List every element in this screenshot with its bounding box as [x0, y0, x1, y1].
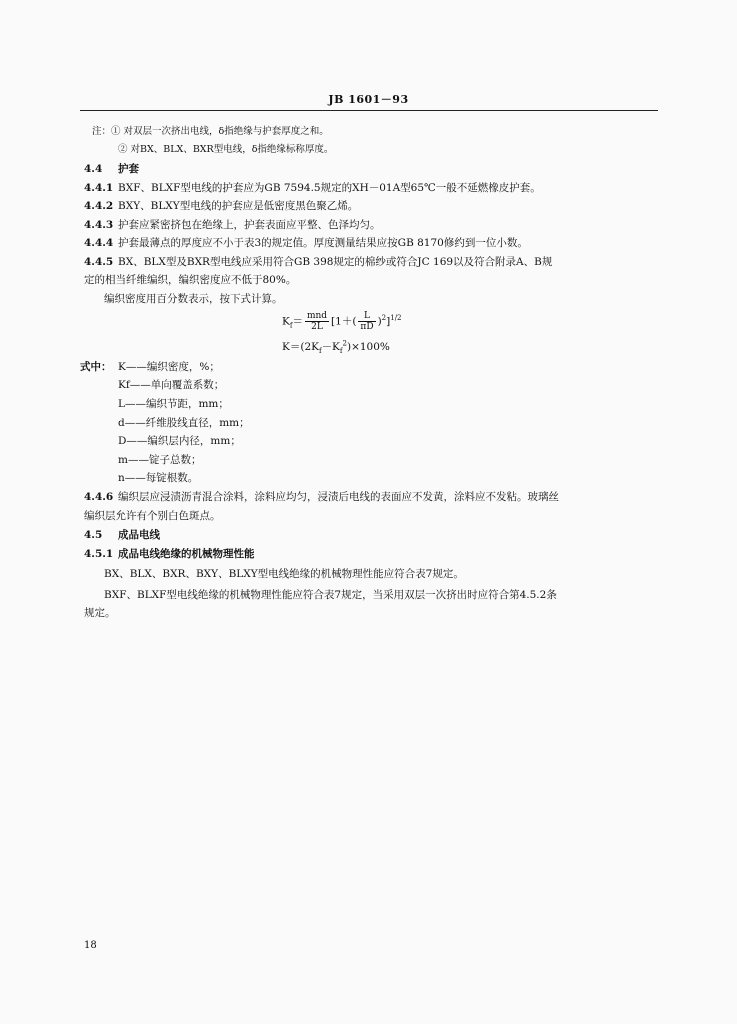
- paragraph-2-line2: 规定。: [84, 607, 116, 619]
- formula-subscript: f: [339, 347, 343, 356]
- clause-text: BXY、BLXY型电线的护套应是低密度黑色聚乙烯。: [118, 200, 359, 212]
- section-number: 4.5: [84, 529, 103, 541]
- note-label: 注：: [92, 126, 112, 137]
- fraction-denominator: 2L: [311, 322, 323, 332]
- clause-4-4-2: [84, 199, 358, 214]
- page-number: 18: [84, 940, 97, 951]
- inner-numerator: L: [358, 311, 375, 322]
- inner-denominator: πD: [360, 322, 374, 332]
- clause-text: 护套最薄点的厚度应不小于表3的规定值。厚度测量结果应按GB 8170修约到一位小数。: [118, 237, 528, 249]
- header-rule: [80, 110, 658, 111]
- formula-bracket: [1＋(: [331, 315, 357, 328]
- clause-4-4-5-line2: 定的相当纤维编织，编织密度应不低于80%。: [84, 274, 297, 286]
- formula-symbol: K: [282, 315, 290, 328]
- clause-number: 4.4.3: [84, 219, 114, 231]
- clause-text: 编织层应浸渍沥青混合涂料，涂料应均匀，浸渍后电线的表面应不发黄，涂料应不发粘。玻璃丝: [118, 491, 559, 503]
- paragraph-2: BXF、BLXF型电线绝缘的机械物理性能应符合表7规定，当采用双层一次挤出时应符合第4.5.2条: [104, 589, 557, 601]
- paragraph-1: BX、BLX、BXR、BXY、BLXY型电线绝缘的机械物理性能应符合表7规定。: [104, 568, 464, 580]
- clause-text: 护套应紧密挤包在绝缘上，护套表面应平整、色泽均匀。: [118, 219, 381, 231]
- where-item: d——纤维股线直径，mm；: [118, 417, 250, 429]
- section-number: 4.4: [84, 163, 103, 175]
- section-title: 护套: [118, 163, 139, 175]
- where-item: D——编织层内径，mm；: [118, 435, 241, 447]
- clause-number: 4.4.6: [84, 491, 114, 503]
- formula-part: K＝(2K: [282, 341, 319, 353]
- clause-4-4-6: [84, 490, 559, 505]
- formula-part: －K: [321, 341, 340, 353]
- section-title: 成品电线: [118, 529, 160, 541]
- clause-text: BXF、BLXF型电线的护套应为GB 7594.5规定的XH－01A型65℃一般不延燃橡皮护套。: [118, 182, 541, 194]
- clause-4-4-3: [84, 218, 381, 233]
- formula-paren: ): [377, 315, 382, 328]
- clause-4-4-5: [84, 255, 552, 270]
- where-item: L——编织节距，mm；: [118, 398, 229, 410]
- formula-inner-fraction: [358, 311, 375, 332]
- note-item-1: ① 对双层一次挤出电线，δ指绝缘与护套厚度之和。: [111, 126, 329, 137]
- page-header: JB 1601－93: [328, 93, 409, 106]
- clause-number: 4.4.5: [84, 256, 114, 268]
- where-item: K——编织密度，%；: [118, 361, 220, 373]
- formula-fraction: [305, 311, 329, 332]
- formula-subscript: f: [289, 321, 293, 330]
- clause-number: 4.4.2: [84, 200, 114, 212]
- formula-subscript: f: [318, 347, 322, 356]
- formula-kf: $K_f=$ $\frac{\text{mnd}}{2L}$ [1＋( $\frac{L}{\pi D}$ )$^2$]$^{1/2}$: [282, 311, 402, 332]
- clause-title: 成品电线绝缘的机械物理性能: [118, 548, 255, 560]
- section-4-5: [84, 528, 160, 543]
- formula-exponent: 2: [381, 314, 387, 322]
- clause-4-4-5-line3: 编织密度用百分数表示，按下式计算。: [104, 293, 283, 305]
- formula-exponent: 2: [342, 339, 347, 348]
- formula-bracket-close: ]: [386, 315, 391, 328]
- formula-exponent-outer: 1/2: [390, 314, 402, 322]
- note-line-1: [92, 124, 329, 139]
- section-4-4: [84, 162, 139, 177]
- where-item: n——每锭根数。: [118, 472, 199, 484]
- clause-4-4-6-line2: 编织层允许有个别白色斑点。: [84, 510, 221, 522]
- clause-4-4-4: [84, 236, 528, 251]
- formula-k: [282, 339, 390, 355]
- where-label: 式中：: [80, 361, 112, 373]
- note-item-2: ② 对BX、BLX、BXR型电线，δ指绝缘标称厚度。: [118, 144, 334, 155]
- clause-number: 4.4.1: [84, 182, 114, 194]
- where-item: m——锭子总数；: [118, 454, 202, 466]
- formula-part: )×100%: [346, 341, 390, 353]
- where-item: Kf——单向覆盖系数；: [118, 379, 225, 391]
- clause-4-5-1: [84, 547, 255, 562]
- clause-4-4-1: [84, 181, 541, 196]
- clause-number: 4.5.1: [84, 548, 114, 560]
- fraction-numerator: mnd: [306, 311, 328, 321]
- clause-text: BX、BLX型及BXR型电线应采用符合GB 398规定的棉纱或符合JC 169以及符合附录A、B规: [118, 256, 553, 268]
- clause-number: 4.4.4: [84, 237, 114, 249]
